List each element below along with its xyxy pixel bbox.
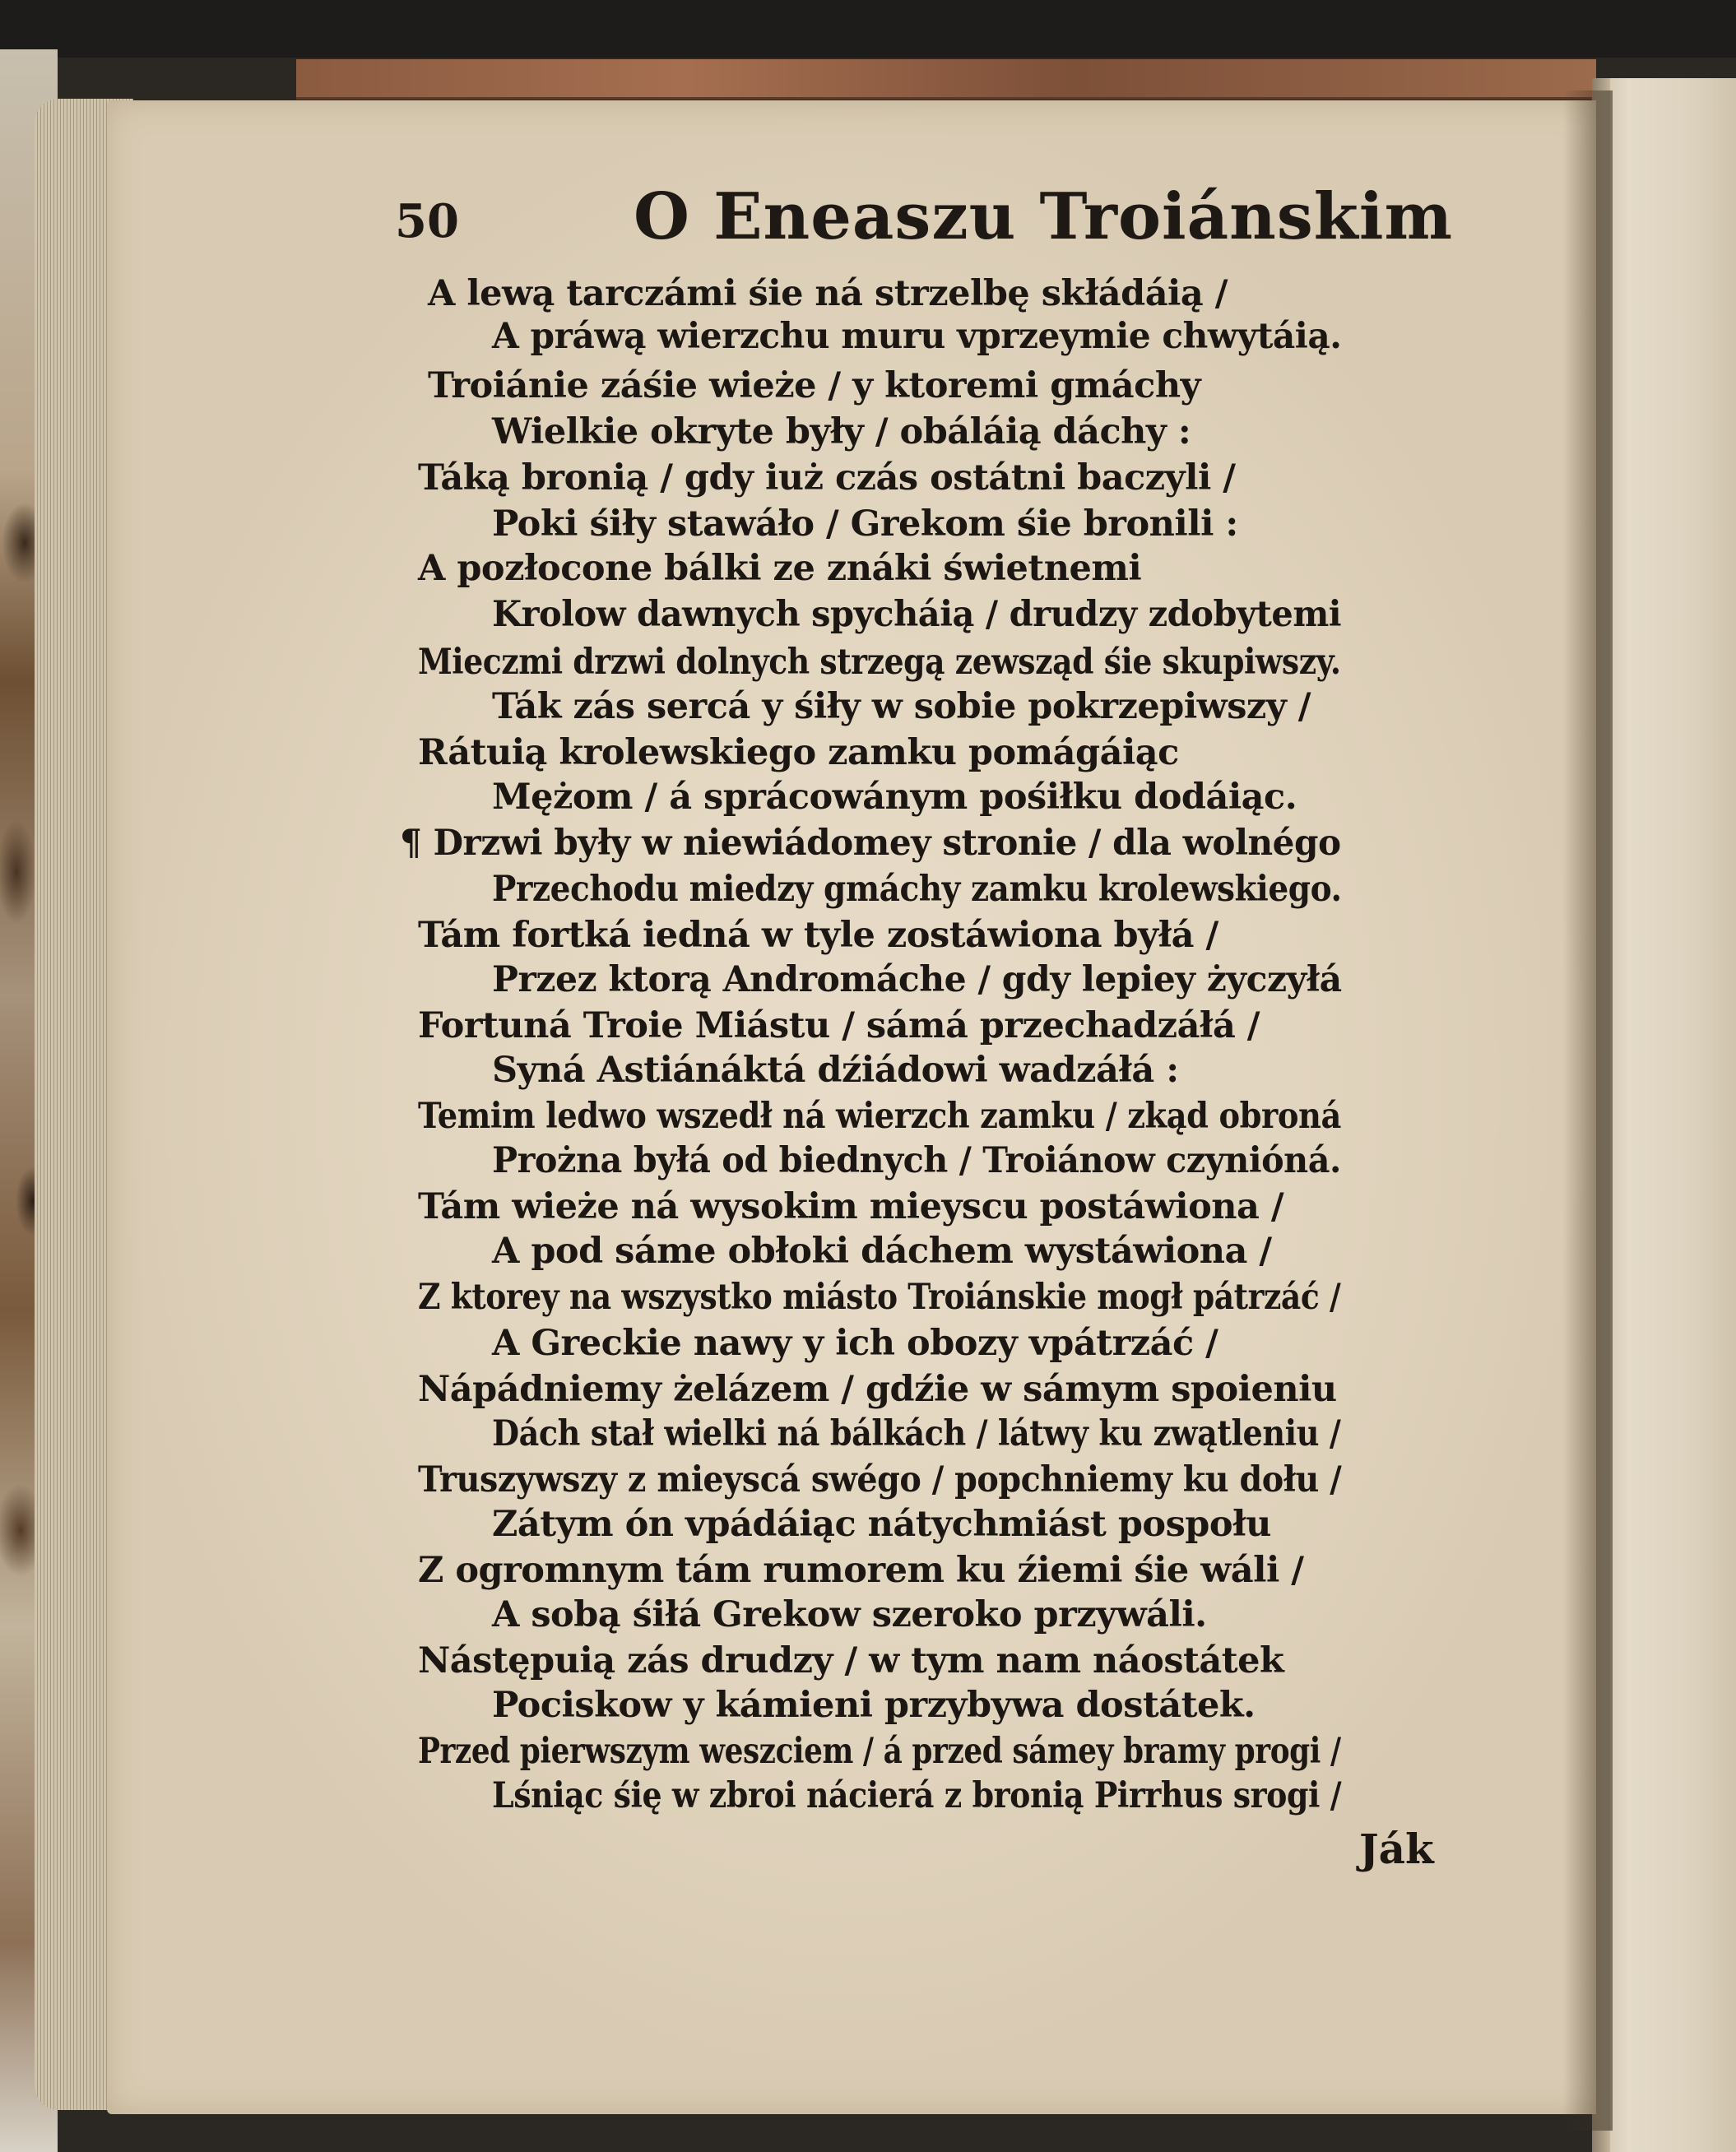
verse-line: Fortuná Troie Miástu / sámá przechadzáłá / xyxy=(418,1005,1260,1046)
verse-line: Poki śiły stawáło / Grekom śie bronili : xyxy=(492,503,1238,545)
verse-line: Nápádniemy żelázem / gdźie w sámym spoieniu xyxy=(418,1369,1337,1410)
verse-line: Prożna byłá od biednych / Troiánow czynióná. xyxy=(492,1140,1341,1181)
verse-line: Nástępuią zás drudzy / w tym nam náostátek xyxy=(418,1640,1284,1681)
verse-line: Truszywszy z mieyscá swégo / popchniemy ku dołu / xyxy=(418,1459,1342,1500)
verse-line: Syná Astiánáktá dźiádowi wadzáłá : xyxy=(492,1050,1179,1091)
verse-line: Z ktorey na wszystko miásto Troiánskie mogł pátrzáć / xyxy=(418,1277,1341,1318)
verse-line: Mężom / á sprácowánym pośiłku dodáiąc. xyxy=(492,777,1297,818)
verse-line: Dách stał wielki ná bálkách / látwy ku zwątleniu / xyxy=(492,1413,1341,1454)
verse-line: Lśniąc śię w zbroi nácierá z bronią Pirrhus srogi / xyxy=(492,1775,1342,1816)
verse-line: Krolow dawnych spycháią / drudzy zdobytemi xyxy=(492,594,1342,635)
verse-line: Zátym ón vpádáiąc nátychmiást pospołu xyxy=(492,1504,1271,1545)
verse-line: Pociskow y kámieni przybywa dostátek. xyxy=(492,1685,1256,1726)
verse-line: Tám fortká iedná w tyle zostáwiona byłá / xyxy=(418,915,1218,956)
verse-line: Przed pierwszym weszciem / á przed sámey bramy progi / xyxy=(418,1731,1341,1772)
verse-line: Wielkie okryte były / obáláią dáchy : xyxy=(492,411,1191,452)
verse-line: Ták zás sercá y śiły w sobie pokrzepiwszy / xyxy=(492,686,1311,727)
verse-line: A pozłocone bálki ze znáki świetnemi xyxy=(418,548,1142,589)
verse-line: ¶ Drzwi były w niewiádomey stronie / dla wolnégo xyxy=(400,823,1341,864)
verse-line: A práwą wierzchu muru vprzeymie chwytáią. xyxy=(492,316,1342,357)
verse-line: Przez ktorą Andromáche / gdy lepiey życzyłá xyxy=(492,959,1342,1000)
verse-line: Temim ledwo wszedł ná wierzch zamku / zkąd obroná xyxy=(418,1096,1341,1137)
verse-line: Tám wieże ná wysokim mieyscu postáwiona / xyxy=(418,1186,1284,1227)
verse-line: A Greckie nawy y ich obozy vpátrzáć / xyxy=(492,1323,1218,1364)
verse-line: Rátuią krolewskiego zamku pomágáiąc xyxy=(418,732,1179,773)
verse-line: A sobą śiłá Grekow szeroko przywáli. xyxy=(492,1594,1207,1635)
verse-line: Z ogromnym tám rumorem ku źiemi śie wáli / xyxy=(418,1550,1304,1591)
verse-line: Przechodu miedzy gmáchy zamku krolewskiego. xyxy=(492,869,1342,910)
catchword: Ják xyxy=(1359,1825,1434,1873)
verse-line: A lewą tarczámi śie ná strzelbę skłádáią / xyxy=(428,273,1228,314)
running-title: O Eneaszu Troiánskim xyxy=(634,179,1453,254)
verse-line: Mieczmi drzwi dolnych strzegą zewsząd śie skupiwszy. xyxy=(418,642,1341,683)
verse-line: Troiánie záśie wieże / y ktoremi gmáchy xyxy=(428,365,1201,406)
verse-line: A pod sáme obłoki dáchem wystáwiona / xyxy=(492,1231,1272,1272)
verse-line: Táką bronią / gdy iuż czás ostátni baczyli / xyxy=(418,457,1236,499)
page-number: 50 xyxy=(395,194,459,248)
